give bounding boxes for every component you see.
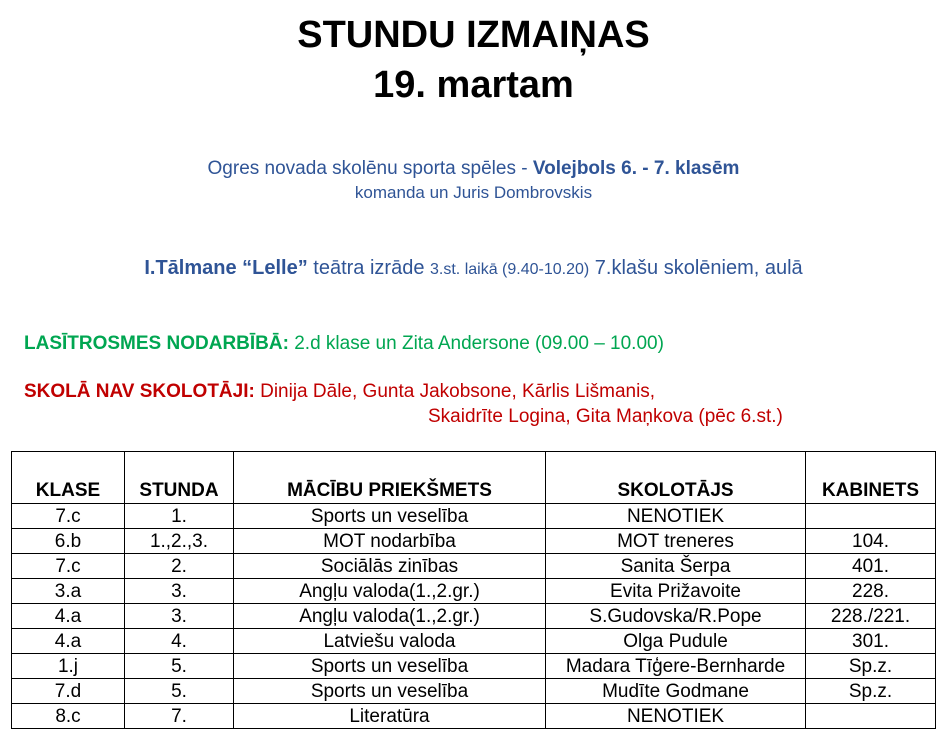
sport-event-line — [0, 158, 947, 180]
theatre-time: 3.st. laikā (9.40-10.20) — [430, 261, 590, 278]
cell-subject: Sociālās zinības — [234, 554, 546, 579]
cell-lesson: 1.,2.,3. — [125, 529, 234, 554]
theatre-line — [0, 257, 947, 280]
cell-lesson: 3. — [125, 604, 234, 629]
cell-teacher: S.Gudovska/R.Pope — [546, 604, 806, 629]
cell-class: 3.a — [12, 579, 125, 604]
absent-teachers-line — [24, 381, 655, 403]
table-row — [12, 629, 936, 654]
cell-room: 228./221. — [806, 604, 936, 629]
schedule-changes-table — [11, 451, 936, 729]
cell-subject: Angļu valoda(1.,2.gr.) — [234, 579, 546, 604]
cell-teacher: NENOTIEK — [546, 504, 806, 529]
reading-text: 2.d klase un Zita Andersone (09.00 – 10.00) — [288, 333, 664, 354]
cell-room: 228. — [806, 579, 936, 604]
sport-event-prefix: Ogres novada skolēnu sporta spēles - — [207, 158, 533, 179]
cell-subject: Sports un veselība — [234, 504, 546, 529]
cell-teacher: NENOTIEK — [546, 704, 806, 729]
cell-room: 401. — [806, 554, 936, 579]
cell-room: Sp.z. — [806, 679, 936, 704]
cell-room — [806, 504, 936, 529]
cell-subject: Angļu valoda(1.,2.gr.) — [234, 604, 546, 629]
table-row — [12, 679, 936, 704]
cell-lesson: 3. — [125, 579, 234, 604]
cell-class: 7.c — [12, 554, 125, 579]
page-title: STUNDU IZMAIŅAS — [297, 14, 650, 56]
cell-teacher: Olga Pudule — [546, 629, 806, 654]
table-row — [12, 604, 936, 629]
header-class: KLASE — [12, 452, 125, 504]
header-room: KABINETS — [806, 452, 936, 504]
cell-teacher: Sanita Šerpa — [546, 554, 806, 579]
table-row — [12, 554, 936, 579]
cell-teacher: Evita Prižavoite — [546, 579, 806, 604]
header-subject: MĀCĪBU PRIEKŠMETS — [234, 452, 546, 504]
cell-class: 4.a — [12, 629, 125, 654]
reading-line — [24, 333, 664, 355]
cell-room: 104. — [806, 529, 936, 554]
absent-names-1: Dinija Dāle, Gunta Jakobsone, Kārlis Lišmanis, — [254, 381, 656, 402]
cell-subject: Sports un veselība — [234, 679, 546, 704]
cell-teacher: Mudīte Godmane — [546, 679, 806, 704]
table-row — [12, 654, 936, 679]
cell-lesson: 7. — [125, 704, 234, 729]
cell-lesson: 5. — [125, 654, 234, 679]
table-row — [12, 704, 936, 729]
absent-names-2: Skaidrīte Logina, Gita Maņkova (pēc 6.st.) — [428, 406, 783, 427]
cell-class: 7.d — [12, 679, 125, 704]
header-teacher: SKOLOTĀJS — [546, 452, 806, 504]
sport-event-team: komanda un Juris Dombrovskis — [354, 183, 593, 202]
cell-class: 7.c — [12, 504, 125, 529]
cell-subject: Literatūra — [234, 704, 546, 729]
cell-teacher: MOT treneres — [546, 529, 806, 554]
cell-lesson: 2. — [125, 554, 234, 579]
theatre-audience: 7.klašu skolēniem, aulā — [589, 257, 803, 279]
table-row — [12, 504, 936, 529]
absent-label: SKOLĀ NAV SKOLOTĀJI: — [24, 381, 255, 402]
page-date: 19. martam — [373, 64, 574, 106]
theatre-name: I.Tālmane “Lelle” — [144, 257, 308, 279]
header-lesson: STUNDA — [125, 452, 234, 504]
cell-subject: Sports un veselība — [234, 654, 546, 679]
table-header-row — [12, 452, 936, 504]
table-row — [12, 579, 936, 604]
table-row — [12, 529, 936, 554]
cell-subject: Latviešu valoda — [234, 629, 546, 654]
cell-class: 1.j — [12, 654, 125, 679]
cell-lesson: 5. — [125, 679, 234, 704]
reading-label: LASĪTROSMES NODARBĪBĀ: — [24, 333, 289, 354]
sport-event-name: Volejbols 6. - 7. klasēm — [532, 158, 740, 179]
cell-class: 4.a — [12, 604, 125, 629]
cell-room: 301. — [806, 629, 936, 654]
cell-room: Sp.z. — [806, 654, 936, 679]
cell-class: 8.c — [12, 704, 125, 729]
cell-lesson: 1. — [125, 504, 234, 529]
cell-room — [806, 704, 936, 729]
cell-class: 6.b — [12, 529, 125, 554]
cell-lesson: 4. — [125, 629, 234, 654]
theatre-text: teātra izrāde — [307, 257, 431, 279]
cell-subject: MOT nodarbība — [234, 529, 546, 554]
cell-teacher: Madara Tīģere-Bernharde — [546, 654, 806, 679]
